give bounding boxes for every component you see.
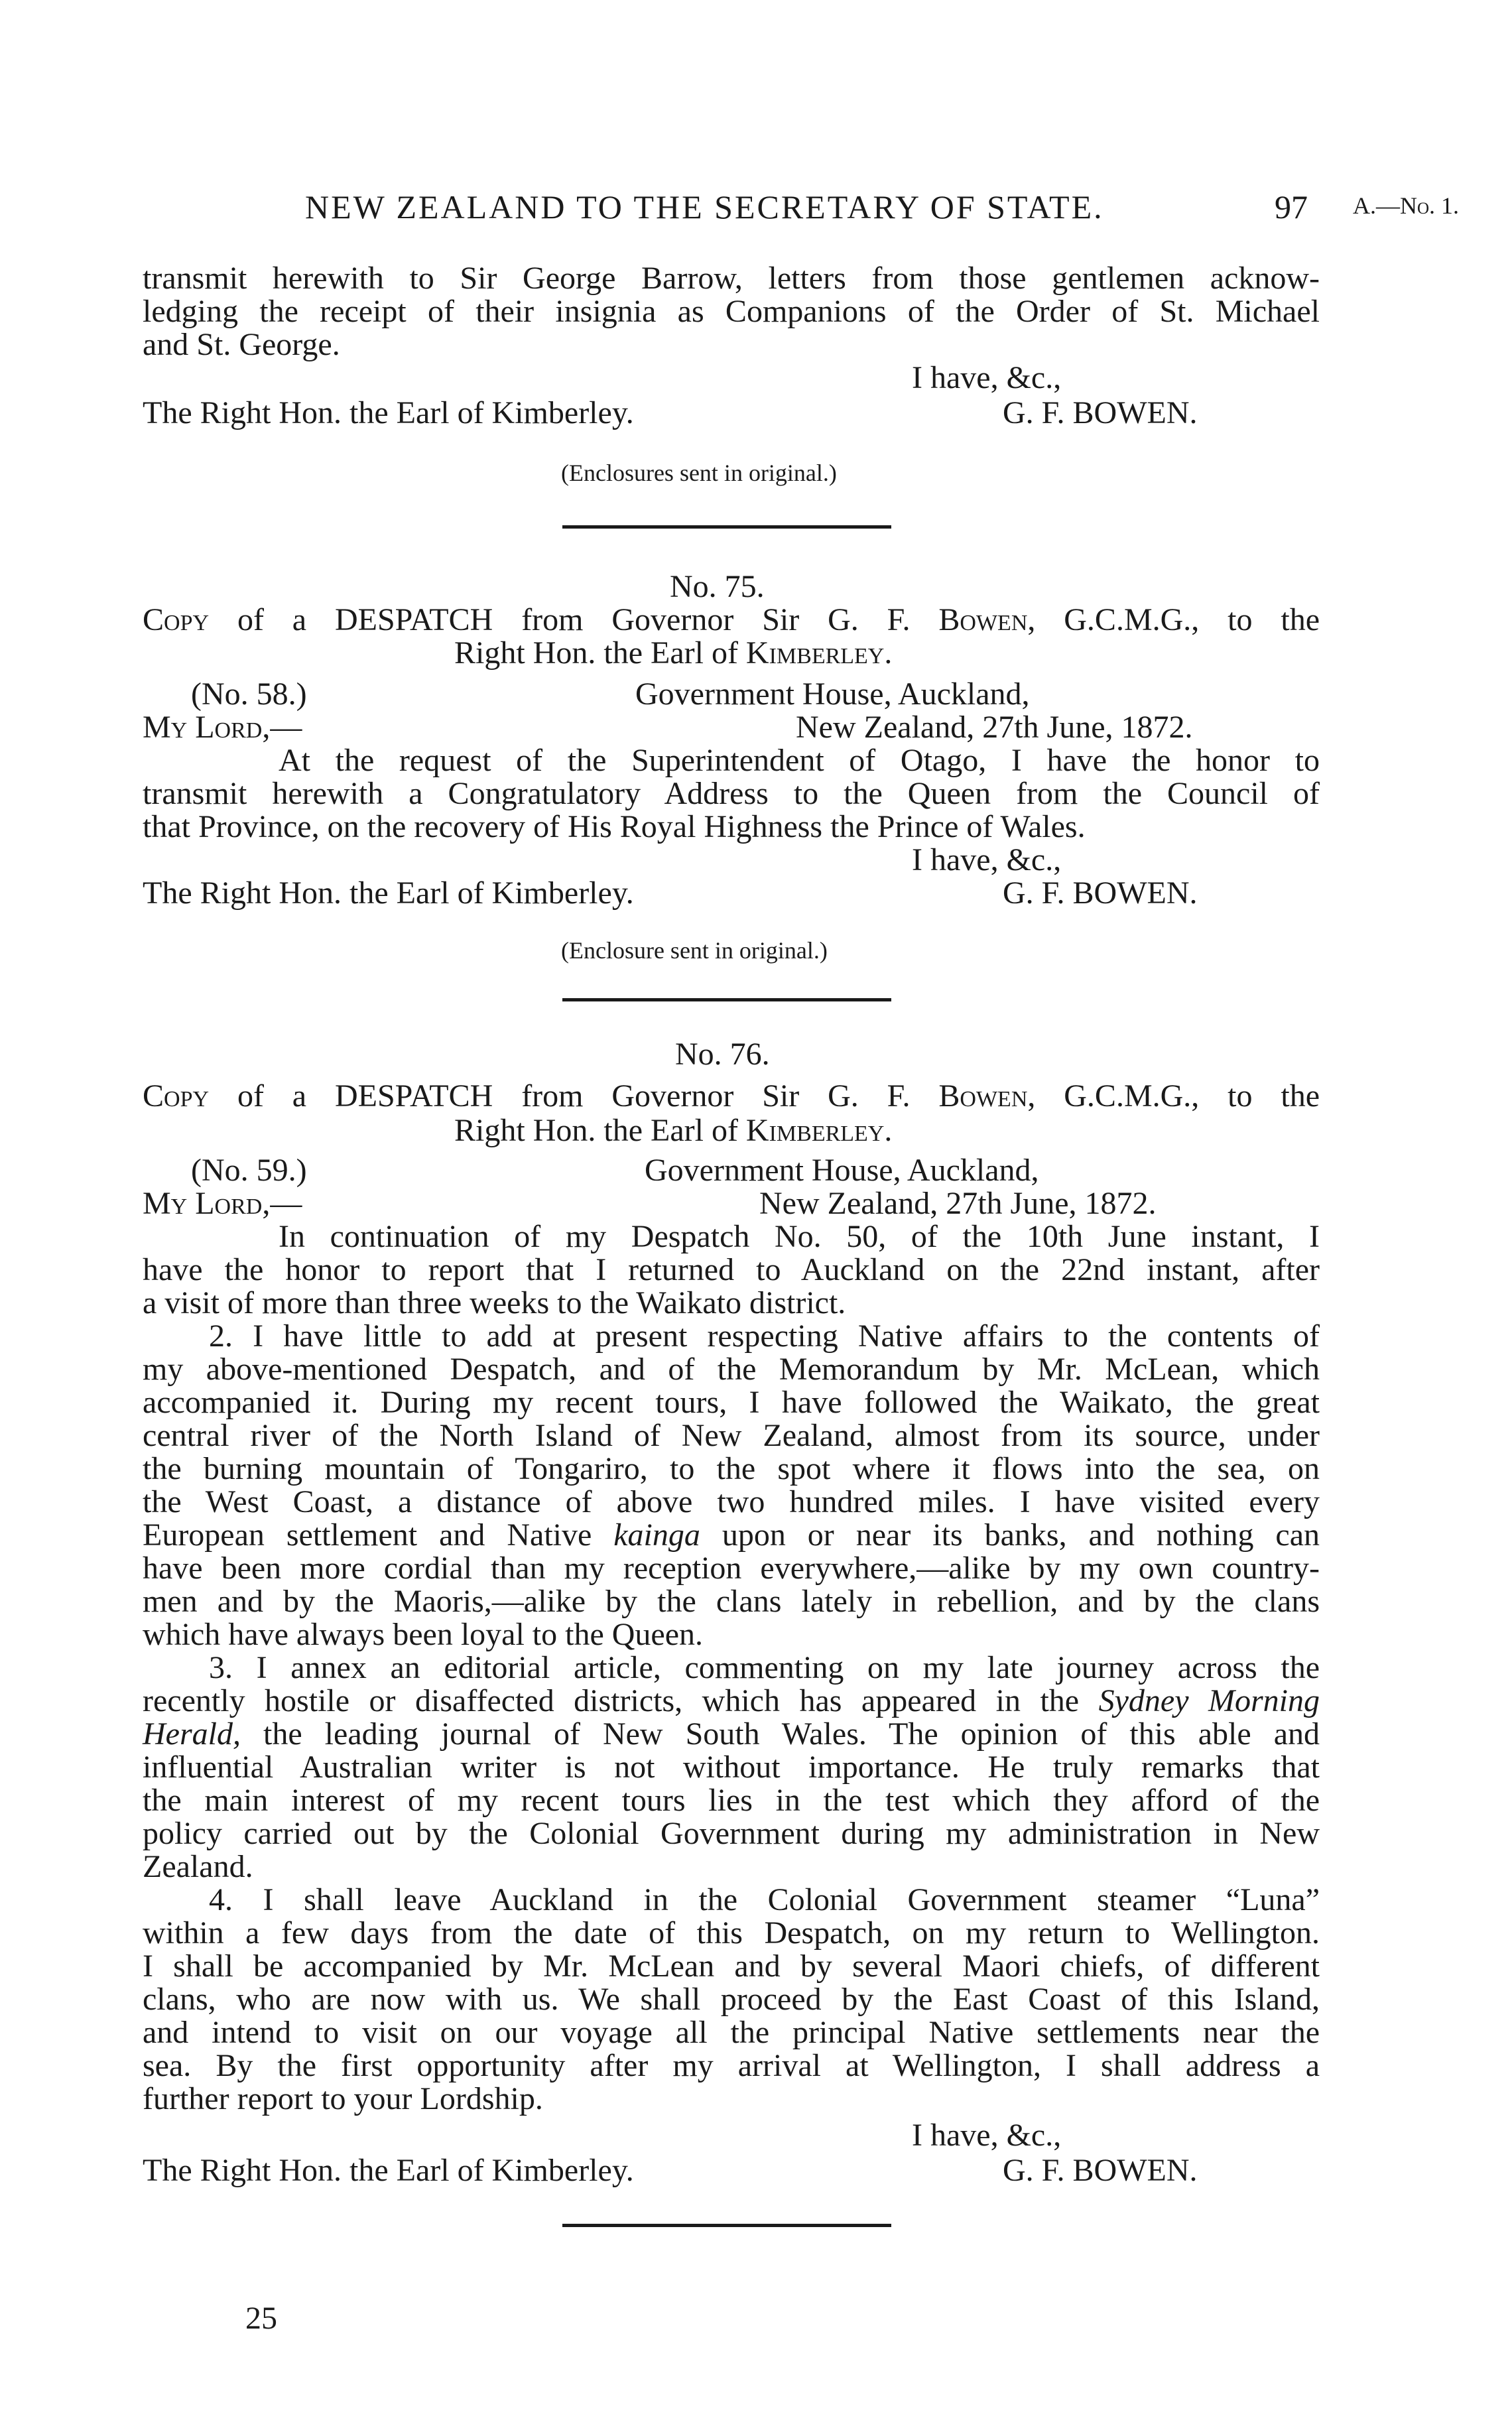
title-line-2 [454,1114,892,1147]
text-line: clans, who are now with us. We shall proceed by the East Coast of this Island, [143,1982,1320,2017]
title-line-2 [454,637,892,670]
signature-mark: 25 [245,2301,277,2336]
closing: I have, &c., [912,2118,1062,2153]
text-span: upon or near its banks, and nothing can [722,1517,1320,1553]
enclosure-note: (Enclosures sent in original.) [561,460,837,486]
title-text: of a DESPATCH from Governor Sir G. F. [237,602,911,637]
title-recipient: Right Hon. the Earl of [454,635,738,671]
title-bowen: Bowen, [938,1078,1036,1114]
text-line: further report to your Lordship. [143,2081,543,2116]
text-line [143,1519,1320,1552]
text-line: which have always been loyal to the Queen. [143,1617,704,1652]
title-kimberley: Kimberley. [745,635,893,671]
despatch-date: New Zealand, 27th June, 1872. [759,1186,1157,1221]
text-line: central river of the North Island of New Zealand, almost from its source, under [143,1418,1320,1453]
text-line: Zealand. [143,1849,253,1884]
text-line [143,1718,1320,1751]
text-line: and intend to visit on our voyage all the principal Native settlements near the [143,2015,1320,2050]
title-kimberley: Kimberley. [745,1113,893,1148]
despatch-title [143,1080,1320,1113]
running-header-title: NEW ZEALAND TO THE SECRETARY OF STATE. [305,188,1104,225]
despatch-number: No. 76. [675,1037,770,1072]
text-line: I shall be accompanied by Mr. McLean and by several Maori chiefs, of different [143,1949,1320,1984]
addressee: The Right Hon. the Earl of Kimberley. [143,395,634,430]
section-divider [562,2224,891,2227]
signature: G. F. BOWEN. [1003,875,1198,911]
newspaper-title: Herald, [143,1716,241,1752]
title-recipient: Right Hon. the Earl of [454,1113,738,1148]
text-line: transmit herewith to Sir George Barrow, letters from those gentlemen acknow- [143,261,1320,296]
text-line: and St. George. [143,327,340,362]
text-line: my above-mentioned Despatch, and of the Memorandum by Mr. McLean, which [143,1352,1320,1387]
text-line: 4. I shall leave Auckland in the Colonial Government steamer “Luna” [209,1882,1320,1917]
despatch-place: Government House, Auckland, [645,1153,1039,1188]
page-number: 97 [1275,188,1308,225]
paper-reference: A.—No. 1. [1353,192,1460,219]
closing: I have, &c., [912,360,1062,395]
signature: G. F. BOWEN. [1003,395,1198,430]
text-line: influential Australian writer is not without importance. He truly remarks that [143,1750,1320,1785]
enclosure-note: (Enclosure sent in original.) [561,937,828,964]
text-line: men and by the Maoris,—alike by the clans lately in rebellion, and by the clans [143,1584,1320,1619]
text-line: the burning mountain of Tongariro, to the spot where it flows into the sea, on [143,1451,1320,1486]
text-line: policy carried out by the Colonial Government during my administration in New [143,1816,1320,1851]
newspaper-title: Sydney Morning [1098,1683,1320,1718]
text-line: At the request of the Superintendent of Otago, I have the honor to [279,743,1320,778]
text-line: sea. By the first opportunity after my arrival at Wellington, I shall address a [143,2048,1320,2083]
text-span: recently hostile or disaffected districts, which has appeared in the [143,1683,1080,1718]
despatch-number: No. 75. [670,569,765,604]
text-line: transmit herewith a Congratulatory Address to the Queen from the Council of [143,776,1320,811]
addressee: The Right Hon. the Earl of Kimberley. [143,875,634,911]
text-line: 2. I have little to add at present respecting Native affairs to the contents of [209,1318,1320,1354]
title-text: of a DESPATCH from Governor Sir G. F. [237,1078,911,1114]
salutation: My Lord,— [143,710,302,745]
text-span: European settlement and Native [143,1517,592,1553]
text-line: ledging the receipt of their insignia as Companions of the Order of St. Michael [143,294,1320,329]
title-bowen: Bowen, [938,602,1036,637]
despatch-ref: (No. 58.) [191,676,307,712]
text-line: the West Coast, a distance of above two hundred miles. I have visited every [143,1484,1320,1519]
title-text-end: G.C.M.G., to the [1064,602,1320,637]
despatch-ref: (No. 59.) [191,1153,307,1188]
text-line: within a few days from the date of this Despatch, on my return to Wellington. [143,1915,1320,1951]
title-line [143,1080,1320,1113]
text-line: 3. I annex an editorial article, commenting on my late journey across the [209,1650,1320,1685]
text-line: have been more cordial than my reception everywhere,—alike by my own country- [143,1551,1320,1586]
title-text-end: G.C.M.G., to the [1064,1078,1320,1114]
text-line [143,1685,1320,1718]
intro-paragraph [143,262,1320,361]
text-line: a visit of more than three weeks to the Waikato district. [143,1285,846,1320]
title-copy: Copy [143,602,210,637]
addressee: The Right Hon. the Earl of Kimberley. [143,2153,634,2188]
title-copy: Copy [143,1078,210,1114]
italic-term: kainga [613,1517,700,1553]
section-divider [562,998,891,1001]
despatch-date: New Zealand, 27th June, 1872. [796,710,1193,745]
text-span: the leading journal of New South Wales. The opinion of this able and [263,1716,1320,1752]
salutation: My Lord,— [143,1186,302,1221]
text-line: accompanied it. During my recent tours, I have followed the Waikato, the great [143,1385,1320,1420]
despatch-body [143,1220,1320,2116]
text-line: the main interest of my recent tours lies in the test which they afford of the [143,1783,1320,1818]
text-line: that Province, on the recovery of His Royal Highness the Prince of Wales. [143,809,1086,844]
text-line: have the honor to report that I returned to Auckland on the 22nd instant, after [143,1252,1320,1287]
text-line: In continuation of my Despatch No. 50, of the 10th June instant, I [279,1219,1320,1254]
section-divider [562,525,891,529]
despatch-title [143,604,1320,637]
signature: G. F. BOWEN. [1003,2153,1198,2188]
title-line [143,604,1320,637]
closing: I have, &c., [912,842,1062,877]
despatch-place: Government House, Auckland, [635,676,1030,712]
despatch-body [143,744,1320,844]
